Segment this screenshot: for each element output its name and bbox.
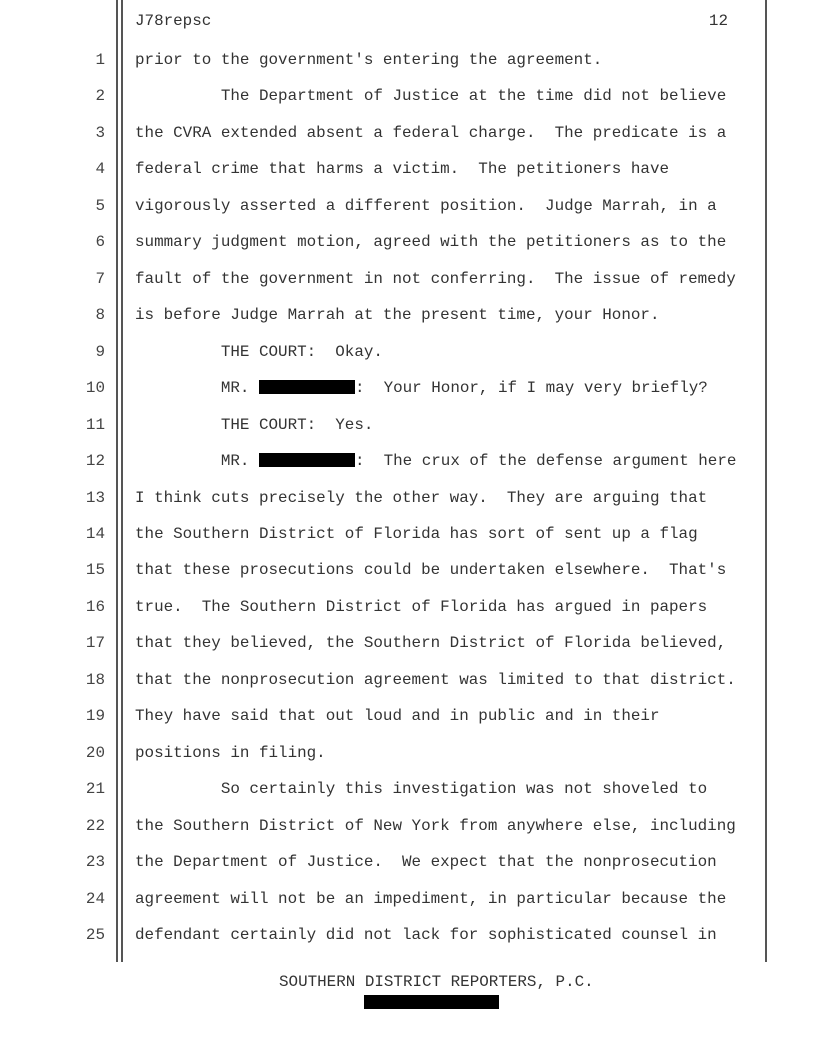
transcript-line [135, 853, 717, 871]
redaction-box [364, 995, 499, 1009]
line-text: that they believed, the Southern District of Florida believed, [135, 634, 727, 653]
line-text: federal crime that harms a victim. The petitioners have [135, 160, 670, 179]
line-text: the Department of Justice. We expect that the nonprosecution [135, 853, 717, 872]
line-text: So certainly this investigation was not shoveled to [135, 780, 708, 799]
transcript-line [135, 489, 707, 507]
line-number: 9 [95, 342, 105, 361]
line-number: 20 [85, 743, 105, 762]
transcript-line [135, 780, 707, 798]
line-number: 10 [85, 379, 105, 398]
line-text: that the nonprosecution agreement was limited to that district. [135, 670, 736, 689]
line-number: 7 [95, 269, 105, 288]
line-text: They have said that out loud and in public and in their [135, 707, 660, 726]
line-number: 12 [85, 452, 105, 471]
left-margin-rule [116, 0, 118, 962]
line-text: I think cuts precisely the other way. They are arguing that [135, 488, 708, 507]
line-text: true. The Southern District of Florida has argued in papers [135, 597, 708, 616]
line-number: 2 [95, 87, 105, 106]
transcript-line [135, 598, 707, 616]
line-number: 14 [85, 524, 105, 543]
line-text: agreement will not be an impediment, in particular because the [135, 889, 727, 908]
transcript-line [135, 817, 736, 835]
line-number: 21 [85, 780, 105, 799]
line-number: 13 [85, 488, 105, 507]
transcript-line [135, 707, 659, 725]
transcript-line [135, 270, 736, 288]
line-text: THE COURT: Yes. [135, 415, 374, 434]
line-number: 6 [95, 233, 105, 252]
transcript-line [135, 561, 726, 579]
line-text: that these prosecutions could be undertaken elsewhere. That's [135, 561, 727, 580]
redaction-box [259, 380, 355, 394]
transcript-line [135, 233, 726, 251]
transcript-line [135, 890, 726, 908]
line-number: 16 [85, 597, 105, 616]
line-number: 4 [95, 160, 105, 179]
line-text: fault of the government in not conferring. The issue of remedy [135, 269, 736, 288]
line-number: 5 [95, 196, 105, 215]
line-number: 18 [85, 670, 105, 689]
line-text: defendant certainly did not lack for sophisticated counsel in [135, 926, 717, 945]
line-text: is before Judge Marrah at the present time, your Honor. [135, 306, 660, 325]
line-number: 8 [95, 306, 105, 325]
case-id: J78repsc [135, 12, 212, 30]
line-number: 19 [85, 707, 105, 726]
line-text: vigorously asserted a different position. Judge Marrah, in a [135, 196, 717, 215]
transcript-line [135, 416, 373, 434]
line-text: the CVRA extended absent a federal charge. The predicate is a [135, 123, 727, 142]
transcript-line [135, 744, 326, 762]
transcript-line [135, 671, 736, 689]
line-number: 15 [85, 561, 105, 580]
transcript-line [135, 197, 717, 215]
line-text: prior to the government's entering the agreement. [135, 51, 603, 69]
line-number: 3 [95, 123, 105, 142]
line-text: summary judgment motion, agreed with the petitioners as to the [135, 233, 727, 252]
transcript-line [135, 926, 717, 944]
line-text: the Southern District of New York from anywhere else, including [135, 816, 736, 835]
line-text: MR. [135, 452, 259, 471]
transcript-line [135, 160, 669, 178]
line-number: 24 [85, 889, 105, 908]
line-number: 23 [85, 853, 105, 872]
line-number: 22 [85, 816, 105, 835]
transcript-line [135, 51, 602, 69]
line-text-after-redaction: : Your Honor, if I may very briefly? [354, 379, 708, 398]
line-text: THE COURT: Okay. [135, 342, 383, 361]
line-text-after-redaction: : The crux of the defense argument here [354, 452, 737, 471]
line-number: 11 [85, 415, 105, 434]
transcript-line [135, 343, 383, 361]
footer-reporter: SOUTHERN DISTRICT REPORTERS, P.C. [279, 973, 594, 991]
redaction-box [259, 453, 355, 467]
right-margin-rule [765, 0, 767, 962]
line-text: positions in filing. [135, 743, 326, 762]
line-number: 17 [85, 634, 105, 653]
transcript-line [135, 379, 708, 397]
transcript-line [135, 452, 736, 470]
line-text: the Southern District of Florida has sort of sent up a flag [135, 524, 698, 543]
transcript-line [135, 306, 659, 324]
line-number: 1 [95, 51, 105, 69]
transcript-line [135, 634, 726, 652]
transcript-line [135, 525, 698, 543]
transcript-line [135, 87, 726, 105]
transcript-line [135, 124, 726, 142]
page-number: 12 [708, 12, 728, 30]
left-margin-rule-inner [121, 0, 123, 962]
line-text: MR. [135, 379, 259, 398]
line-text: The Department of Justice at the time did not believe [135, 87, 727, 106]
line-number: 25 [85, 926, 105, 945]
